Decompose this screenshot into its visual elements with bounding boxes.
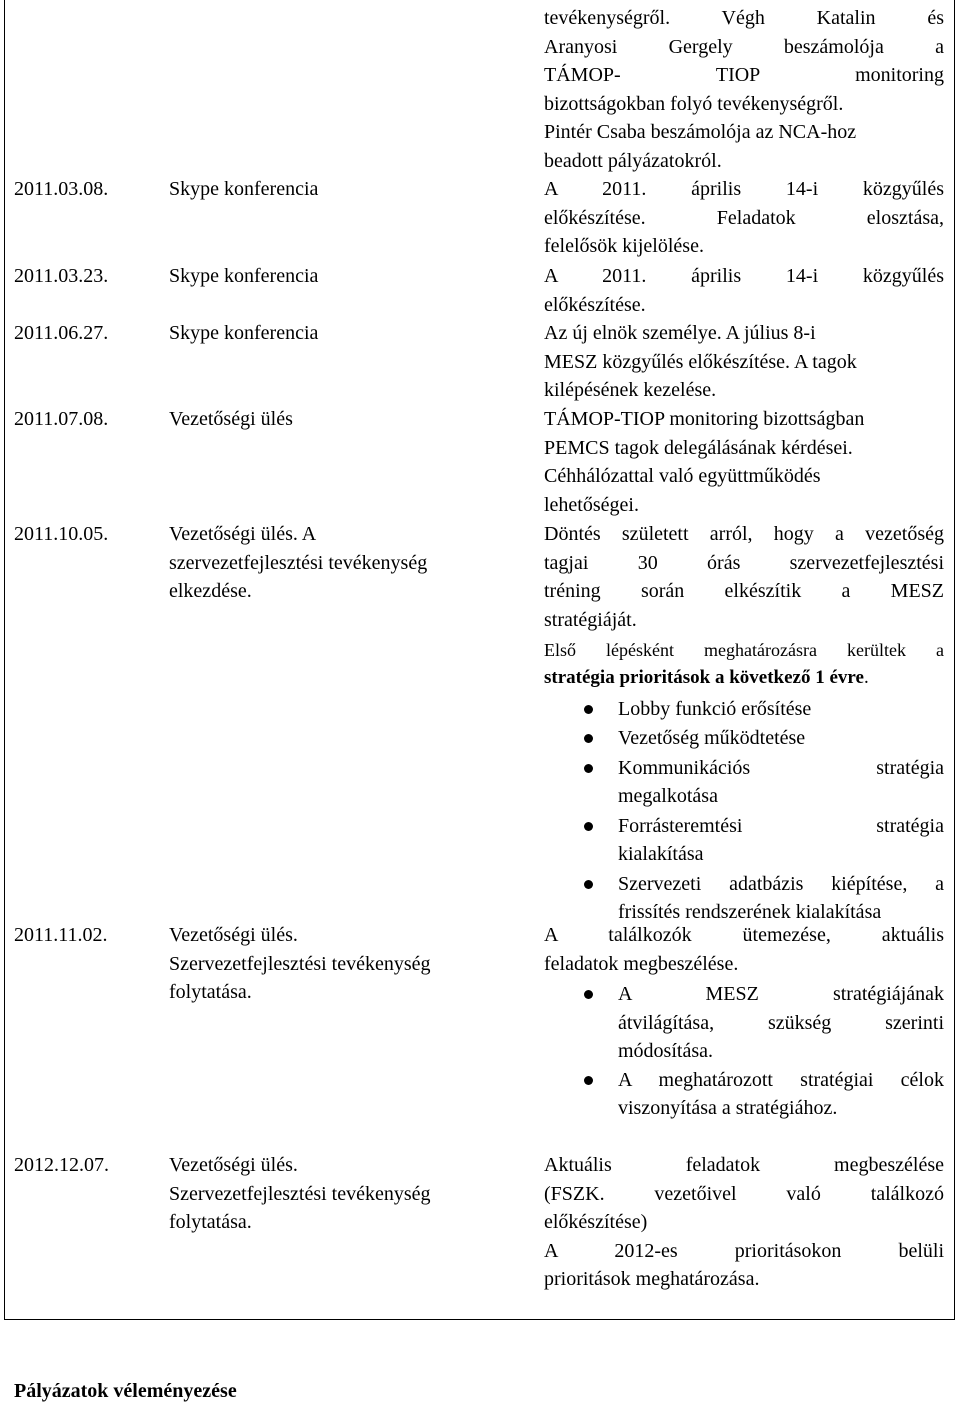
row-3-event: Skype konferencia — [169, 322, 319, 344]
bullet-text: viszonyítása a stratégiához. — [618, 1097, 838, 1119]
bullet-text: Forrásteremtési stratégia — [618, 814, 944, 837]
bullet-icon — [584, 1076, 593, 1085]
desc-line: A találkozók ütemezése, aktuális — [544, 924, 944, 946]
desc-line: Döntés született arról, hogy a vezetőség — [544, 523, 944, 545]
row-7-description — [544, 1151, 944, 1294]
event-line: Szervezetfejlesztési tevékenység — [169, 1182, 431, 1205]
list-item — [544, 724, 944, 753]
row-4-description — [544, 405, 944, 519]
priorities-note-bold-line — [544, 664, 944, 693]
row-6-description — [544, 921, 944, 1123]
desc-line: tevékenységről. Végh Katalin és — [544, 7, 944, 29]
list-item — [544, 870, 944, 927]
desc-line: felelősök kijelölése. — [544, 235, 704, 257]
bullet-text: Vezetőség működtetése — [618, 727, 806, 749]
list-item — [544, 812, 944, 869]
event-line: folytatása. — [169, 981, 252, 1003]
event-line: folytatása. — [169, 1211, 252, 1233]
list-item — [544, 980, 944, 1066]
desc-line: tréning során elkészítik a MESZ — [544, 580, 944, 602]
row-5-description — [544, 520, 944, 927]
bullet-icon — [584, 990, 593, 999]
bullet-text: módosítása. — [618, 1040, 713, 1062]
bullet-text: átvilágítása, szükség szerinti — [618, 1011, 944, 1034]
desc-line: bizottságokban folyó tevékenységről. — [544, 92, 844, 115]
desc-line: beadott pályázatokról. — [544, 149, 722, 172]
desc-line: Céhhálózattal való együttműködés — [544, 465, 821, 487]
desc-line: feladatok megbeszélése. — [544, 952, 739, 975]
bullet-text: Kommunikációs stratégia — [618, 756, 944, 779]
list-item — [544, 695, 944, 724]
row-6-event — [169, 921, 494, 1007]
row-6-date: 2011.11.02. — [14, 924, 108, 946]
bullet-text: A MESZ stratégiájának — [618, 983, 944, 1005]
event-line: Vezetőségi ülés. A — [169, 523, 317, 545]
bullet-text: kialakítása — [618, 843, 704, 865]
desc-line: Az új elnök személye. A július 8-i — [544, 322, 816, 344]
row-1-event: Skype konferencia — [169, 178, 319, 200]
row-7-date: 2012.12.07. — [14, 1154, 109, 1176]
list-item — [544, 1066, 944, 1123]
priorities-note-end: . — [863, 667, 869, 688]
desc-line: kilépésének kezelése. — [544, 379, 717, 401]
event-line: Vezetőségi ülés. — [169, 1154, 298, 1176]
priorities-note: Első lépésként meghatározásra kerültek a — [544, 640, 944, 660]
desc-line: előkészítése. — [544, 293, 646, 316]
bullet-text: megalkotása — [618, 785, 718, 807]
row-2-event: Skype konferencia — [169, 265, 319, 287]
bullet-icon — [584, 734, 593, 743]
row-1-description — [544, 175, 944, 261]
desc-line: előkészítése. Feladatok elosztása, — [544, 206, 944, 229]
desc-line: lehetőségei. — [544, 493, 639, 516]
desc-line: A 2011. április 14-i közgyűlés — [544, 178, 944, 200]
section-title: Pályázatok véleményezése — [14, 1380, 237, 1402]
bullet-text: Szervezeti adatbázis kiépítése, a — [618, 872, 944, 895]
bullet-icon — [584, 764, 593, 773]
desc-line: PEMCS tagok delegálásának kérdései. — [544, 436, 853, 459]
desc-line: stratégiáját. — [544, 608, 637, 631]
row-3-description — [544, 319, 944, 405]
list-item — [544, 754, 944, 811]
desc-line: A 2012-es prioritásokon belüli — [544, 1239, 944, 1262]
event-line: szervezetfejlesztési tevékenység — [169, 551, 428, 574]
row-0-description — [544, 4, 944, 175]
row-5-date: 2011.10.05. — [14, 523, 109, 545]
bullet-icon — [584, 705, 593, 714]
row-2-description — [544, 262, 944, 319]
desc-line: prioritások meghatározása. — [544, 1268, 760, 1290]
desc-line: TÁMOP- TIOP monitoring — [544, 64, 944, 86]
desc-line: Pintér Csaba beszámolója az NCA-hoz — [544, 121, 857, 143]
event-line: elkezdése. — [169, 580, 252, 602]
row-4-event: Vezetőségi ülés — [169, 408, 293, 430]
row-2-date: 2011.03.23. — [14, 265, 109, 287]
bullet-icon — [584, 822, 593, 831]
bullet-text: frissítés rendszerének kialakítása — [618, 901, 882, 923]
bullet-icon — [584, 880, 593, 889]
priorities-note-bold: stratégia prioritások a következő 1 évre — [544, 667, 864, 688]
desc-line: MESZ közgyűlés előkészítése. A tagok — [544, 350, 857, 373]
bullet-text: A meghatározott stratégiai célok — [618, 1068, 944, 1091]
desc-line: TÁMOP-TIOP monitoring bizottságban — [544, 408, 865, 430]
desc-line: tagjai 30 órás szervezetfejlesztési — [544, 551, 944, 574]
bullet-text: Lobby funkció erősítése — [618, 697, 812, 720]
row-5-event — [169, 520, 494, 606]
desc-line: A 2011. április 14-i közgyűlés — [544, 265, 944, 287]
row-1-date: 2011.03.08. — [14, 178, 109, 200]
desc-line: előkészítése) — [544, 1211, 648, 1233]
row-7-event — [169, 1151, 494, 1237]
priorities-list — [544, 695, 944, 927]
desc-line: (FSZK. vezetőivel való találkozó — [544, 1182, 944, 1205]
event-line: Szervezetfejlesztési tevékenység — [169, 952, 431, 975]
tasks-list — [544, 980, 944, 1123]
row-4-date: 2011.07.08. — [14, 408, 109, 430]
event-line: Vezetőségi ülés. — [169, 924, 298, 946]
row-3-date: 2011.06.27. — [14, 322, 109, 344]
desc-line: Aktuális feladatok megbeszélése — [544, 1154, 944, 1176]
desc-line: Aranyosi Gergely beszámolója a — [544, 35, 944, 58]
